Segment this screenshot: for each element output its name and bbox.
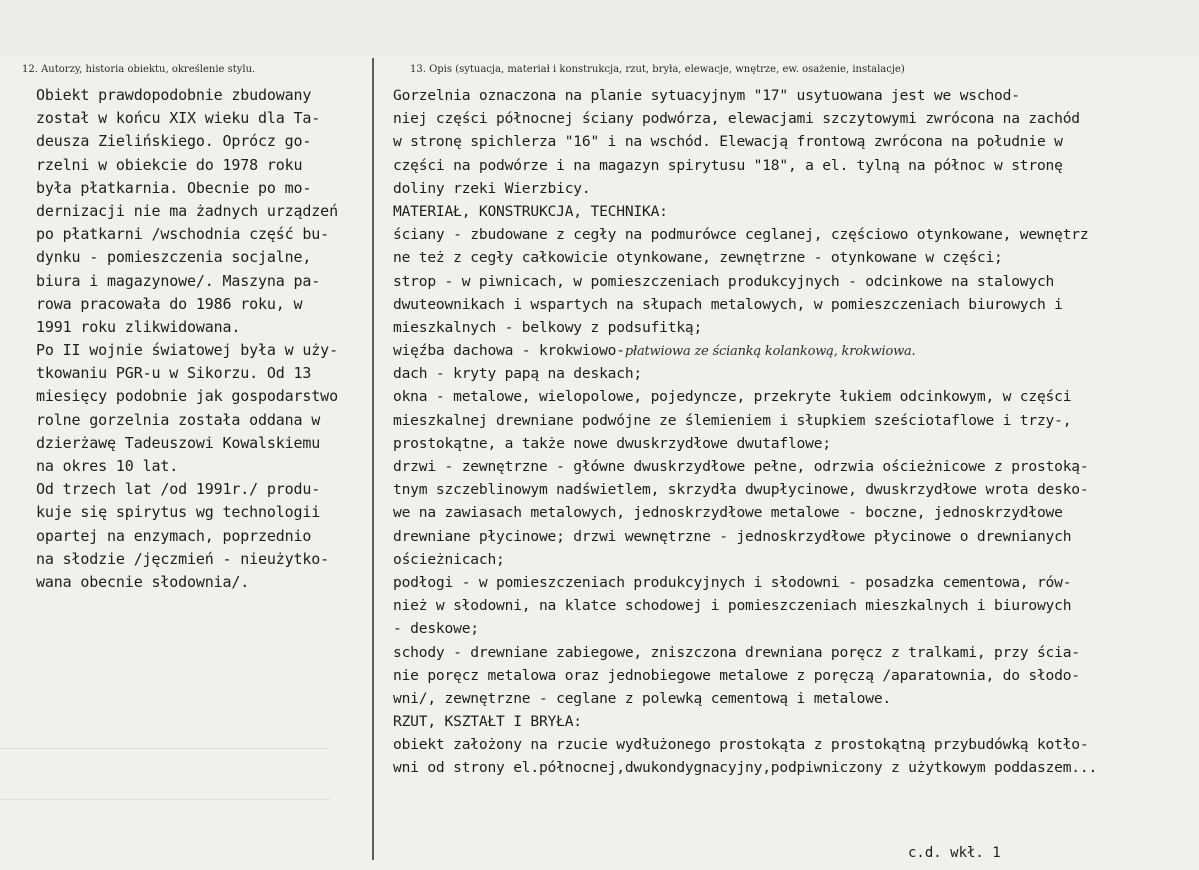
line-text: ne też z cegły całkowicie otynkowane, zewnętrzne - otynkowane w części; <box>393 249 1003 267</box>
line-text: dach - kryty papą na deskach; <box>393 365 642 383</box>
line-text: MATERIAŁ, KONSTRUKCJA, TECHNIKA: <box>393 202 668 220</box>
text-line <box>393 130 1193 153</box>
line-text: schody - drewniane zabiegowe, zniszczona drewniana poręcz z tralkami, przy ścia- <box>393 643 1080 661</box>
text-line <box>36 223 372 246</box>
text-line <box>393 641 1193 664</box>
line-text: na słodzie /jęczmień - nieużytko- <box>36 549 330 568</box>
text-line <box>36 501 372 524</box>
line-text: rowa pracowała do 1986 roku, w <box>36 294 303 313</box>
text-line <box>36 571 372 594</box>
text-line <box>393 733 1193 756</box>
line-text: prostokątne, a także nowe dwuskrzydłowe dwutaflowe; <box>393 434 831 452</box>
line-text: okna - metalowe, wielopolowe, pojedyncze, przekryte łukiem odcinkowym, w części <box>393 388 1072 406</box>
line-text: dwuteownikach i wspartych na słupach metalowych, w pomieszczeniach biurowych i <box>393 295 1063 313</box>
line-text: na okres 10 lat. <box>36 457 179 475</box>
line-text: części na podwórze i na magazyn spirytusu "18", a el. tylną na północ w stronę <box>393 156 1063 174</box>
line-text: niej części północnej ściany podwórza, elewacjami szczytowymi zwrócona na zachód <box>393 110 1080 128</box>
line-text: deusza Zielińskiego. Oprócz go- <box>36 132 312 151</box>
line-text: więźba dachowa - krokwiowo- <box>393 342 625 360</box>
line-text: ściany - zbudowane z cegły na podmurówce ceglanej, częściowo otynkowane, wewnętrz <box>393 226 1089 244</box>
text-line <box>393 548 1193 571</box>
line-text: opartej na enzymach, poprzednio <box>36 526 312 545</box>
text-line <box>393 293 1193 316</box>
text-line <box>36 409 372 432</box>
line-text: wni/, zewnętrzne - ceglane z polewką cementową i metalowe. <box>393 689 891 707</box>
description-text-column <box>393 84 1193 780</box>
text-line <box>393 525 1193 548</box>
line-text: Obiekt prawdopodobnie zbudowany <box>36 86 312 104</box>
text-line <box>36 316 372 339</box>
line-text: po płatkarni /wschodnia część bu- <box>36 225 330 244</box>
text-line <box>393 107 1193 130</box>
text-line <box>393 594 1193 617</box>
text-line <box>36 200 372 223</box>
line-text: został w końcu XIX wieku dla Ta- <box>36 109 321 128</box>
text-line <box>36 548 372 571</box>
text-line <box>36 478 372 501</box>
line-text: doliny rzeki Wierzbicy. <box>393 179 591 197</box>
line-text: tnym szczeblinowym nadświetlem, skrzydła dwupłycinowe, dwuskrzydłowe wrota desko- <box>393 481 1089 499</box>
text-line <box>393 270 1193 293</box>
line-text: drewniane płycinowe; drzwi wewnętrzne - jednoskrzydłowe płycinowe o drewnianych <box>393 527 1072 545</box>
section-13-header: 13. Opis (sytuacja, materiał i konstrukcja, rzut, bryła, elewacje, wnętrze, ew. osażenie, instalacje) <box>410 64 905 75</box>
line-text: Gorzelnia oznaczona na planie sytuacyjnym "17" usytuowana jest we wschod- <box>393 87 1020 104</box>
text-line <box>36 432 372 455</box>
text-line <box>36 293 372 316</box>
line-text: dzierżawę Tadeuszowi Kowalskiemu <box>36 433 321 452</box>
continuation-note: c.d. wkł. 1 <box>908 845 1001 861</box>
line-text: miesięcy podobnie jak gospodarstwo <box>36 387 338 406</box>
line-text: dernizacji nie ma żadnych urządzeń <box>36 201 338 220</box>
line-text: rzelni w obiekcie do 1978 roku <box>36 155 303 174</box>
text-line <box>36 525 372 548</box>
handwritten-addition: płatwiowa ze ścianką kolankową, krokwiowa. <box>624 344 916 360</box>
line-text: biura i magazynowe/. Maszyna pa- <box>36 271 321 290</box>
line-text: wni od strony el.północnej,dwukondygnacyjny,podpiwniczony z użytkowym poddaszem... <box>393 759 1098 777</box>
line-text: strop - w piwnicach, w pomieszczeniach produkcyjnych - odcinkowe na stalowych <box>393 272 1055 290</box>
history-text-column <box>36 84 372 594</box>
line-text: RZUT, KSZTAŁT I BRYŁA: <box>393 713 582 731</box>
text-line <box>393 478 1193 501</box>
text-line <box>36 246 372 269</box>
text-line <box>393 362 1193 385</box>
line-text: kuje się spirytus wg technologii <box>36 503 321 522</box>
line-text: 1991 roku zlikwidowana. <box>36 317 241 336</box>
section-12-header: 12. Autorzy, historia obiektu, określenie stylu. <box>22 64 256 75</box>
text-line <box>36 177 372 200</box>
text-line <box>393 316 1193 339</box>
text-line <box>393 339 1193 362</box>
column-divider <box>372 58 374 860</box>
text-line <box>393 501 1193 524</box>
text-line <box>393 223 1193 246</box>
line-text: mieszkalnych - belkowy z podsufitką; <box>393 318 703 336</box>
line-text: ościeżnicach; <box>393 550 505 568</box>
text-line <box>393 432 1193 455</box>
text-line <box>36 154 372 177</box>
line-text: rolne gorzelnia została oddana w <box>36 410 321 429</box>
text-line <box>393 756 1193 779</box>
line-text: w stronę spichlerza "16" i na wschód. Elewacją frontową zwrócona na południe w <box>393 133 1063 151</box>
line-text: dynku - pomieszczenia socjalne, <box>36 248 312 267</box>
text-line <box>36 270 372 293</box>
text-line <box>393 687 1193 710</box>
line-text: - deskowe; <box>393 620 479 638</box>
text-line <box>393 664 1193 687</box>
line-text: Po II wojnie światowej była w uży- <box>36 341 338 360</box>
text-line <box>393 617 1193 640</box>
text-line <box>393 710 1193 733</box>
text-line <box>393 84 1193 107</box>
line-text: mieszkalnej drewniane podwójne ze ślemieniem i słupkiem sześciotaflowe i trzy-, <box>393 411 1072 429</box>
text-line <box>393 455 1193 478</box>
line-text: była płatkarnia. Obecnie po mo- <box>36 178 312 197</box>
text-line <box>36 455 372 478</box>
text-line <box>36 84 372 107</box>
text-line <box>393 177 1193 200</box>
text-line <box>393 154 1193 177</box>
text-line <box>393 385 1193 408</box>
line-text: we na zawiasach metalowych, jednoskrzydłowe metalowe - boczne, jednoskrzydłowe <box>393 504 1063 522</box>
text-line <box>36 130 372 153</box>
line-text: tkowaniu PGR-u w Sikorzu. Od 13 <box>36 364 312 383</box>
text-line <box>393 246 1193 269</box>
text-line <box>36 107 372 130</box>
line-text: nież w słodowni, na klatce schodowej i pomieszczeniach mieszkalnych i biurowych <box>393 597 1072 615</box>
faded-stamp-area <box>0 748 330 800</box>
text-line <box>36 339 372 362</box>
line-text: podłogi - w pomieszczeniach produkcyjnych i słodowni - posadzka cementowa, rów- <box>393 573 1072 591</box>
text-line <box>393 571 1193 594</box>
line-text: drzwi - zewnętrzne - główne dwuskrzydłowe pełne, odrzwia ościeżnicowe z prostoką- <box>393 458 1089 475</box>
text-line <box>393 409 1193 432</box>
text-line <box>36 385 372 408</box>
line-text: obiekt założony na rzucie wydłużonego prostokąta z prostokątną przybudówką kotło- <box>393 736 1089 754</box>
text-line <box>36 362 372 385</box>
page-top-margin <box>0 0 1199 56</box>
line-text: wana obecnie słodownia/. <box>36 572 250 591</box>
line-text: nie poręcz metalowa oraz jednobiegowe metalowe z poręczą /aparatownia, do słodo- <box>393 666 1080 684</box>
line-text: Od trzech lat /od 1991r./ produ- <box>36 480 321 499</box>
text-line <box>393 200 1193 223</box>
